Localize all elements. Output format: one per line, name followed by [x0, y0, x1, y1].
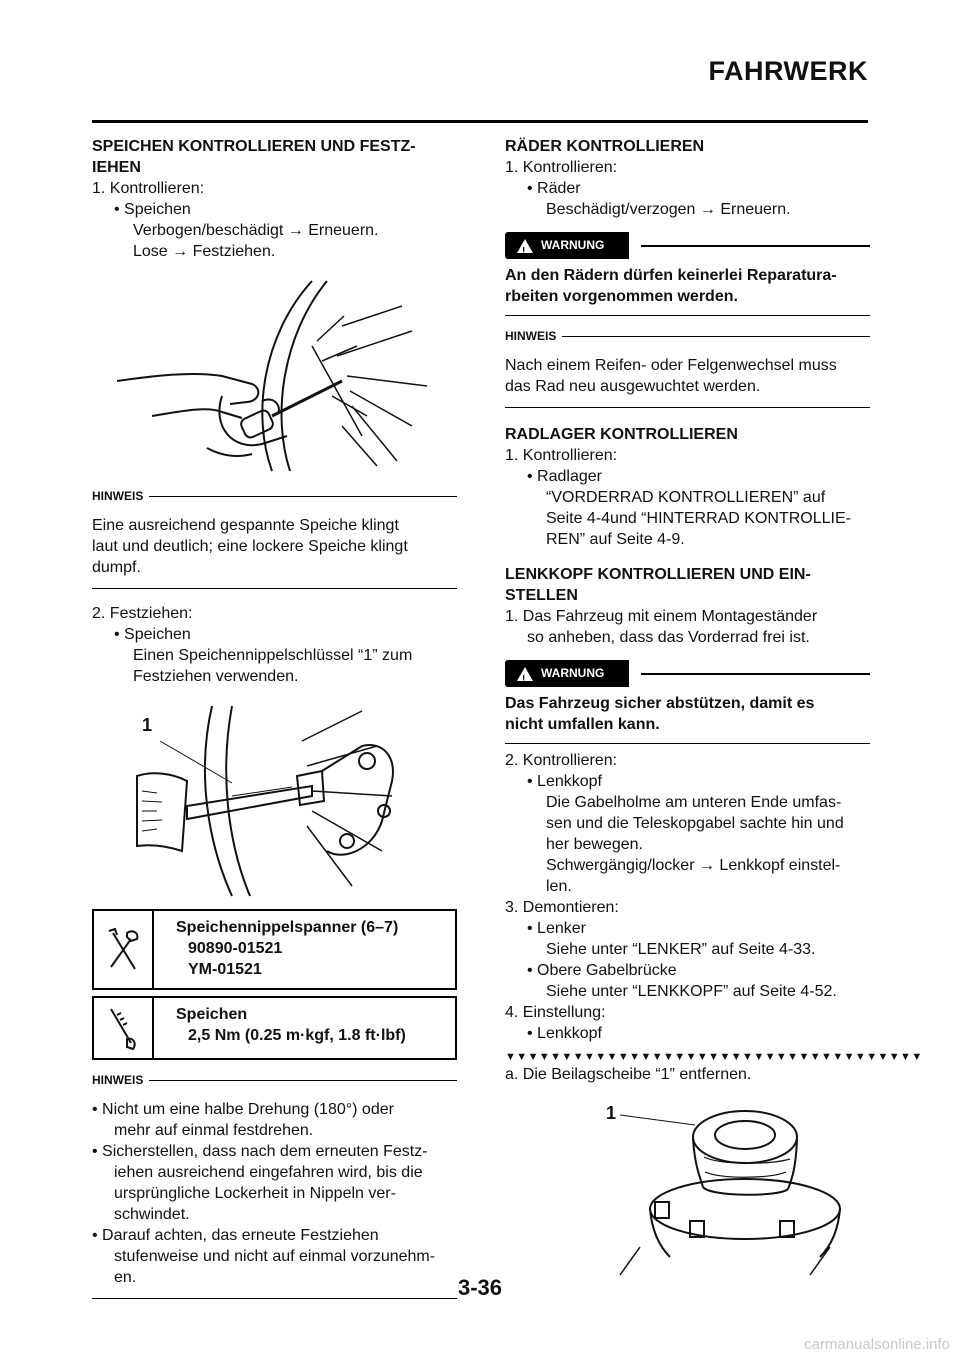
instruction-line: Beschädigt/verzogen → Erneuern. [546, 201, 791, 218]
left-column [92, 136, 457, 1313]
warning-triangle-icon: ! [517, 667, 533, 681]
torque-spec-text: Speichen 2,5 Nm (0.25 m·kgf, 1.8 ft·lbf) [176, 1006, 406, 1044]
tool-spec-text: Speichennippelspanner (6–7) 90890-01521 YM-01521 [176, 919, 399, 978]
step-2: 2. Festziehen: [92, 605, 193, 622]
warning-header [505, 232, 870, 259]
wrench-icon [94, 911, 154, 988]
bullet-radlager: • Radlager [527, 468, 602, 485]
instruction-line: Einen Speichennippelschlüssel “1” zum [133, 647, 413, 664]
warning-end-rule [505, 315, 870, 316]
hinweis-header: HINWEIS [505, 326, 870, 347]
procedure-start-arrows: ▼▼▼▼▼▼▼▼▼▼▼▼▼▼▼▼▼▼▼▼▼▼▼▼▼▼▼▼▼▼▼▼▼▼▼▼▼ [505, 1051, 923, 1063]
step-4: 4. Einstellung: [505, 1004, 606, 1021]
section-heading-lenkkopf: LENKKOPF KONTROLLIEREN UND EIN- STELLEN [505, 566, 811, 604]
hinweis-text: Nach einem Reifen- oder Felgenwechsel muss das Rad neu ausgewuchtet werden. [505, 357, 837, 395]
step-1-cont: so anheben, dass das Vorderrad frei ist. [527, 629, 810, 646]
instruction-line: Festziehen verwenden. [133, 668, 299, 685]
bullet-gabelbruecke: • Obere Gabelbrücke [527, 962, 677, 979]
step-3: 3. Demontieren: [505, 899, 619, 916]
page-header-title: FAHRWERK [708, 56, 868, 86]
section-heading-speichen: SPEICHEN KONTROLLIEREN UND FESTZ- IEHEN [92, 138, 416, 176]
warning-badge: ! WARNUNG [505, 660, 629, 687]
instruction-line: Verbogen/beschädigt → Erneuern. [133, 222, 379, 239]
section-heading-raeder: RÄDER KONTROLLIEREN [505, 138, 705, 155]
warning-badge: ! WARNUNG [505, 232, 629, 259]
bullet-lenkkopf: • Lenkkopf [527, 773, 602, 790]
instruction-line: Lose → Festziehen. [133, 243, 276, 260]
spoke-check-illustration [112, 276, 457, 476]
step-2: 2. Kontrollieren: [505, 752, 618, 769]
hinweis-header: HINWEIS [92, 486, 457, 507]
spoke-wrench-illustration [112, 701, 457, 901]
watermark: carmanualsonline.info [804, 1336, 950, 1353]
instruction-line: “VORDERRAD KONTROLLIEREN” auf [546, 489, 826, 506]
substep-a: a. Die Beilagscheibe “1” entfernen. [505, 1066, 752, 1083]
tool-spec-box [92, 909, 457, 990]
step-1: 1. Kontrollieren: [92, 180, 205, 197]
callout-1: 1 [142, 715, 153, 735]
hinweis-text: Eine ausreichend gespannte Speiche klingt laut und deutlich; eine lockere Speiche klingt dumpf. [92, 517, 408, 576]
warning-text: Das Fahrzeug sicher abstützen, damit es nicht umfallen kann. [505, 695, 815, 733]
section-heading-radlager: RADLAGER KONTROLLIEREN [505, 426, 738, 443]
bullet-lenkkopf: • Lenkkopf [527, 1025, 602, 1042]
hinweis-end-rule [92, 588, 457, 589]
bullet-raeder: • Räder [527, 180, 581, 197]
bullet-speichen: • Speichen [114, 201, 191, 218]
instruction-line: Seite 4-4und “HINTERRAD KONTROLLIE- [546, 510, 851, 527]
warning-triangle-icon: ! [517, 239, 533, 253]
torque-spec-box [92, 996, 457, 1060]
right-column: RÄDER KONTROLLIEREN 1. Kontrollieren: • Räder Beschädigt/verzogen → Erneuern. ! WARNUNG An den Rädern dürfen keinerlei Reparatura- rbeiten vorgenommen werden. HINWEIS Nach einem Reifen- oder Felgenwechsel muss das Rad neu ausgewuchtet werden. RADLAGER KONTROLLIEREN 1. Kontrollieren: • Radlager “VORDERRAD KONTROLLIEREN” auf Seite 4-4und “HINTERRAD KONTROLLIE- REN” auf Seite 4-9. LENKKOPF KONTROLLIEREN UND EIN- STELLEN 1. Das Fahrzeug mit einem Montageständer so anheben, dass das Vorderrad frei ist. ! WARNUNG Das Fahrzeug sicher abstützen, damit es nicht umfallen kann. 2. Kontrollieren: • Lenkkopf Die Gabelholme am unteren Ende umfas- sen und die Teleskopgabel sachte hin und her bewegen. Schwergängig/locker → Lenkkopf einstel- len. 3. Demontieren: • Lenker Siehe unter “LENKER” auf Seite 4-33. • Obere Gabelbrücke Siehe unter “LENKKOPF” auf Seite 4-52. 4. Einstellung: • Lenkkopf ▼▼▼▼▼▼▼▼▼▼▼▼▼▼▼▼▼▼▼▼▼▼▼▼▼▼▼▼▼▼▼▼▼▼▼▼▼ a. Die Beilagscheibe “1” entfernen. 1 [505, 136, 870, 1277]
bullet-lenker: • Lenker [527, 920, 586, 937]
torque-wrench-icon [94, 998, 154, 1058]
hinweis-end-rule [505, 407, 870, 408]
warning-header [505, 660, 870, 687]
step-1: 1. Kontrollieren: [505, 447, 618, 464]
header-rule [92, 120, 868, 123]
bullet-speichen: • Speichen [114, 626, 191, 643]
step-1: 1. Das Fahrzeug mit einem Montageständer [505, 608, 818, 625]
warning-end-rule [505, 743, 870, 744]
steering-head-illustration [600, 1097, 870, 1277]
page-number: 3-36 [457, 1275, 503, 1300]
hinweis-bullets: • Nicht um eine halbe Drehung (180°) oder mehr auf einmal festdrehen. • Sicherstellen, dass nach dem erneuten Festz- iehen ausreichend eingefahren wird, bis die ursprüngliche Lockerheit in Nippeln ver- schwindet. • Darauf achten, das erneute Festziehen stufenweise und nicht auf einmal vorzunehm- en. [92, 1101, 436, 1286]
warning-text: An den Rädern dürfen keinerlei Reparatura- rbeiten vorgenommen werden. [505, 267, 837, 305]
step-1: 1. Kontrollieren: [505, 159, 618, 176]
hinweis-header: HINWEIS [92, 1070, 457, 1091]
instruction-line: REN” auf Seite 4-9. [546, 531, 685, 548]
callout-1: 1 [606, 1103, 617, 1123]
